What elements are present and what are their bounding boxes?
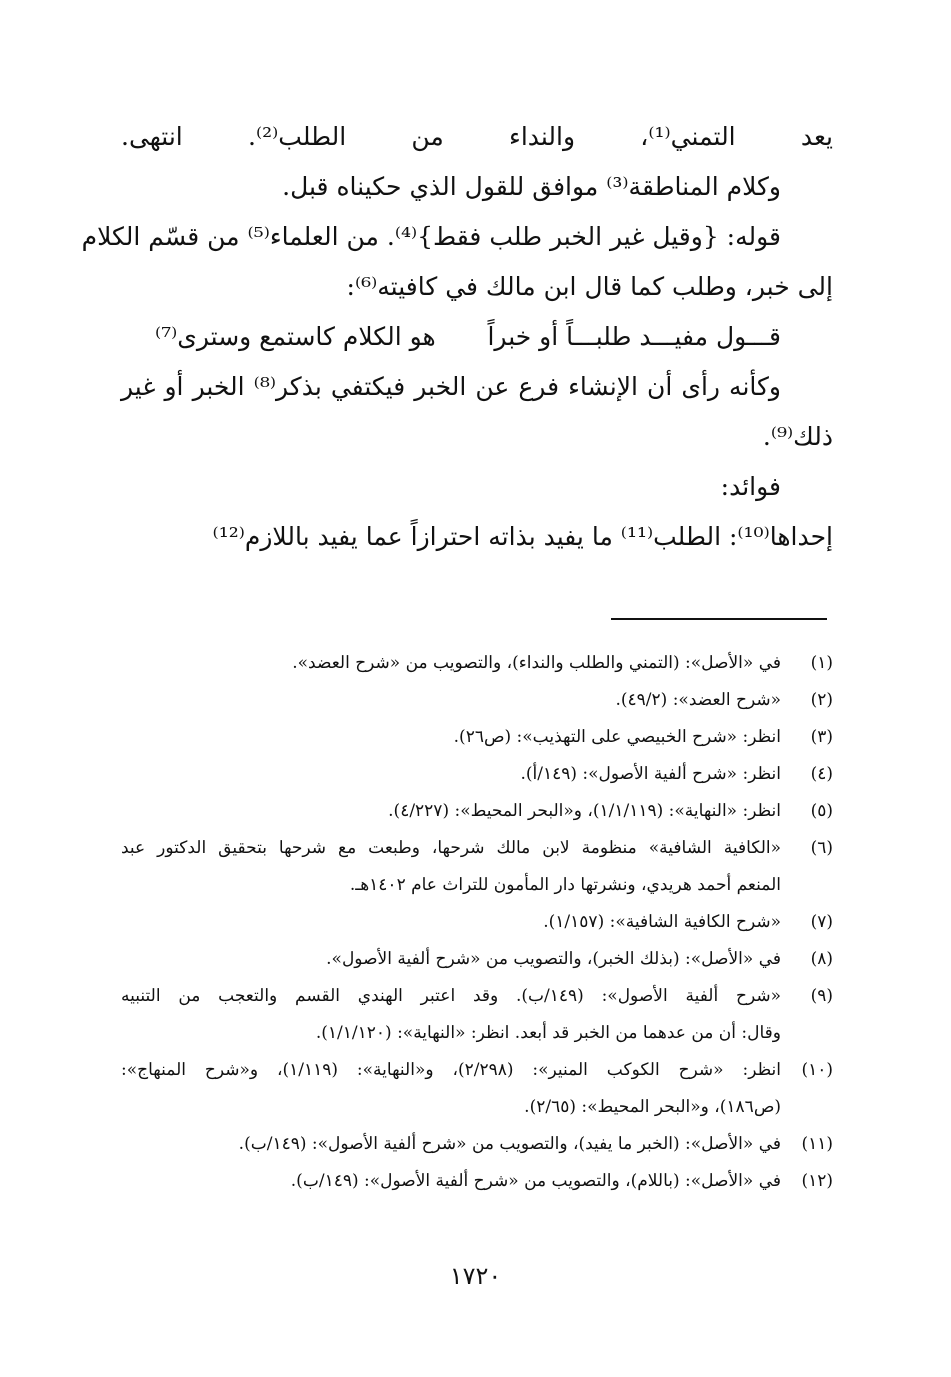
footnote-text: انظر: «النهاية»: (١/١/١١٩)، و«البحر المحيط»: (٤/٢٢٧). — [388, 801, 781, 821]
text-line-1: يعد التمني⁽¹⁾، والنداء من الطلب⁽²⁾. انتهى. — [121, 122, 834, 151]
fawaid-heading: فوائد: — [720, 472, 781, 501]
footnote-1 — [121, 645, 833, 682]
text-line-6: وكأنه رأى أن الإنشاء فرع عن الخبر فيكتفي بذكر⁽⁸⁾ الخبر أو غير — [121, 372, 781, 401]
footnote-number: (١) — [810, 653, 833, 673]
footnote-number: (٩) — [810, 986, 833, 1006]
footnote-number: (٦) — [810, 838, 833, 858]
footnotes — [121, 645, 833, 1200]
footnote-text: انظر: «شرح الكوكب المنير»: (٢/٢٩٨)، و«النهاية»: (١/١١٩)، و«شرح المنهاج»: — [121, 1060, 781, 1080]
footnote-number: (٤) — [810, 764, 833, 784]
footnote-text: «شرح العضد»: (٤٩/٢). — [615, 690, 781, 710]
text-line-2: وكلام المناطقة⁽³⁾ موافق للقول الذي حكيناه قبل. — [282, 172, 781, 201]
footnote-number: (٧) — [810, 912, 833, 932]
verse-second-hemistich: هو الكلام كاستمع وسترى⁽⁷⁾ — [155, 322, 436, 351]
footnote-separator — [611, 618, 827, 620]
footnote-number: (١١) — [801, 1134, 833, 1154]
footnote-2 — [121, 682, 833, 719]
footnote-12 — [121, 1163, 833, 1200]
footnote-9 — [121, 978, 833, 1052]
main-text — [81, 112, 834, 562]
footnote-8 — [121, 941, 833, 978]
footnote-text: «الكافية الشافية» منظومة لابن مالك شرحها، وطبعت مع شرحها بتحقيق الدكتور عبد — [121, 838, 781, 858]
verse-first-hemistich: قـــول مفيـــد طلبـــاً أو خبراً — [487, 322, 781, 351]
footnote-text-cont: (ص١٨٦)، و«البحر المحيط»: (٢/٦٥). — [524, 1097, 781, 1117]
footnote-5 — [121, 793, 833, 830]
text-line-3: قوله: {وقيل غير الخبر طلب فقط}⁽⁴⁾. من العلماء⁽⁵⁾ من قسّم الكلام — [81, 222, 781, 251]
footnote-text-cont: وقال: أن من عدهما من الخبر قد أبعد. انظر: «النهاية»: (١/١/١٢٠). — [315, 1023, 781, 1043]
footnote-text-cont: المنعم أحمد هريدي، ونشرتها دار المأمون للتراث عام ١٤٠٢هـ. — [349, 875, 781, 895]
footnote-number: (٨) — [810, 949, 833, 969]
footnote-text: في «الأصل»: (بذلك الخبر)، والتصويب من «شرح ألفية الأصول». — [326, 949, 781, 969]
footnote-11 — [121, 1126, 833, 1163]
footnote-number: (١٢) — [801, 1171, 833, 1191]
footnote-number: (٢) — [810, 690, 833, 710]
page-number: ١٧٢٠ — [449, 1262, 502, 1290]
footnote-text: في «الأصل»: (الخبر ما يفيد)، والتصويب من «شرح ألفية الأصول»: (١٤٩/ب). — [238, 1134, 781, 1154]
poem-verse — [121, 312, 833, 362]
text-line-9: إحداها⁽¹⁰⁾: الطلب⁽¹¹⁾ ما يفيد بذاته احترازاً عما يفيد باللازم⁽¹²⁾ — [212, 522, 833, 551]
footnote-10 — [121, 1052, 833, 1126]
footnote-4 — [121, 756, 833, 793]
footnote-text: في «الأصل»: (باللام)، والتصويب من «شرح ألفية الأصول»: (١٤٩/ب). — [290, 1171, 781, 1191]
text-line-4: إلى خبر، وطلب كما قال ابن مالك في كافيته⁽⁶⁾: — [346, 272, 833, 301]
footnote-3 — [121, 719, 833, 756]
footnote-text: «شرح الكافية الشافية»: (١/١٥٧). — [543, 912, 781, 932]
footnote-7 — [121, 904, 833, 941]
footnote-text: في «الأصل»: (التمني والطلب والنداء)، والتصويب من «شرح العضد». — [292, 653, 781, 673]
footnote-number: (٥) — [810, 801, 833, 821]
footnote-6 — [121, 830, 833, 904]
footnote-text: انظر: «شرح الخبيصي على التهذيب»: (ص٢٦). — [453, 727, 781, 747]
text-line-7: ذلك⁽⁹⁾. — [762, 422, 833, 451]
footnote-number: (٣) — [810, 727, 833, 747]
footnote-text: «شرح ألفية الأصول»: (١٤٩/ب). وقد اعتبر الهندي القسم والتعجب من التنبيه — [121, 986, 781, 1006]
footnote-number: (١٠) — [801, 1060, 833, 1080]
footnote-text: انظر: «شرح ألفية الأصول»: (١٤٩/أ). — [520, 764, 781, 784]
